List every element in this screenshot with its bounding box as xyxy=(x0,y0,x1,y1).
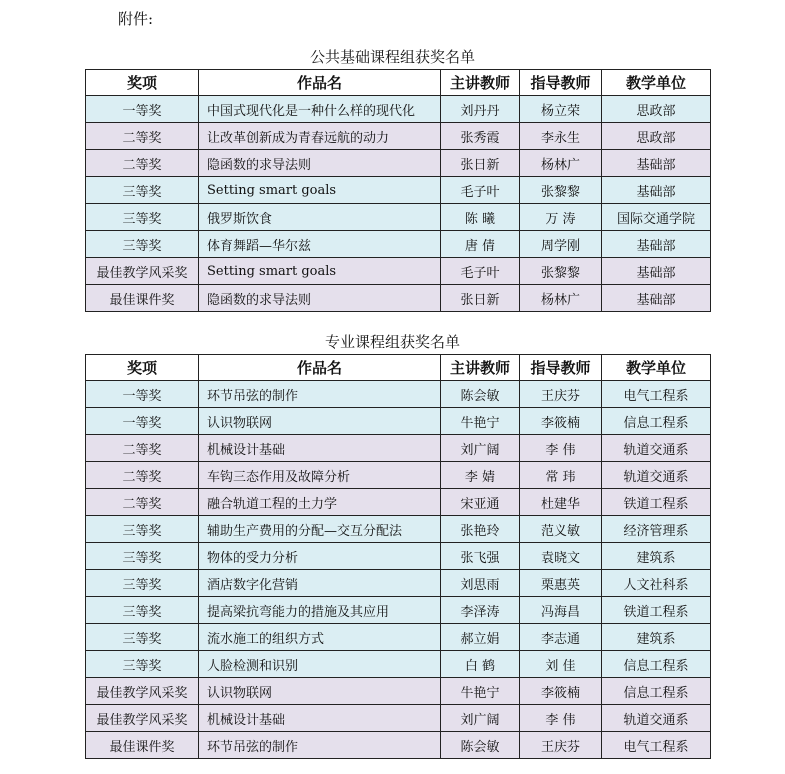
advisor-cell: 万 涛 xyxy=(520,204,602,231)
table-row xyxy=(86,408,711,435)
unit-cell: 信息工程系 xyxy=(602,408,711,435)
advisor-cell: 张黎黎 xyxy=(520,258,602,285)
table-row xyxy=(86,285,711,312)
award-cell: 二等奖 xyxy=(86,150,199,177)
award-cell: 二等奖 xyxy=(86,462,199,489)
work-cell: Setting smart goals xyxy=(199,258,441,285)
award-cell: 最佳教学风采奖 xyxy=(86,678,199,705)
unit-cell: 人文社科系 xyxy=(602,570,711,597)
advisor-cell: 王庆芬 xyxy=(520,732,602,759)
lecturer-cell: 毛子叶 xyxy=(441,177,520,204)
public-basic-awards-table xyxy=(85,69,711,312)
table-row xyxy=(86,258,711,285)
work-cell: 隐函数的求导法则 xyxy=(199,150,441,177)
work-cell: 体育舞蹈—华尔兹 xyxy=(199,231,441,258)
work-cell: 机械设计基础 xyxy=(199,705,441,732)
advisor-cell: 范义敏 xyxy=(520,516,602,543)
work-cell: 提高梁抗弯能力的措施及其应用 xyxy=(199,597,441,624)
lecturer-cell: 牛艳宁 xyxy=(441,408,520,435)
work-cell: 融合轨道工程的土力学 xyxy=(199,489,441,516)
header-award: 奖项 xyxy=(86,70,199,96)
advisor-cell: 栗惠英 xyxy=(520,570,602,597)
award-cell: 三等奖 xyxy=(86,651,199,678)
table-row xyxy=(86,435,711,462)
lecturer-cell: 刘广阔 xyxy=(441,435,520,462)
lecturer-cell: 牛艳宁 xyxy=(441,678,520,705)
lecturer-cell: 郝立娟 xyxy=(441,624,520,651)
work-cell: 认识物联网 xyxy=(199,408,441,435)
table-row xyxy=(86,462,711,489)
unit-cell: 思政部 xyxy=(602,96,711,123)
unit-cell: 基础部 xyxy=(602,150,711,177)
award-cell: 三等奖 xyxy=(86,570,199,597)
table-row xyxy=(86,204,711,231)
work-cell: 认识物联网 xyxy=(199,678,441,705)
unit-cell: 基础部 xyxy=(602,177,711,204)
unit-cell: 思政部 xyxy=(602,123,711,150)
work-cell: 环节吊弦的制作 xyxy=(199,381,441,408)
header-advisor: 指导教师 xyxy=(520,355,602,381)
lecturer-cell: 陈会敏 xyxy=(441,381,520,408)
work-cell: 流水施工的组织方式 xyxy=(199,624,441,651)
lecturer-cell: 张艳玲 xyxy=(441,516,520,543)
award-cell: 三等奖 xyxy=(86,543,199,570)
advisor-cell: 张黎黎 xyxy=(520,177,602,204)
award-cell: 最佳教学风采奖 xyxy=(86,258,199,285)
header-work: 作品名 xyxy=(199,355,441,381)
advisor-cell: 刘 佳 xyxy=(520,651,602,678)
lecturer-cell: 陈 曦 xyxy=(441,204,520,231)
award-cell: 二等奖 xyxy=(86,435,199,462)
table-row xyxy=(86,150,711,177)
lecturer-cell: 张日新 xyxy=(441,150,520,177)
lecturer-cell: 李泽涛 xyxy=(441,597,520,624)
unit-cell: 铁道工程系 xyxy=(602,489,711,516)
header-lecturer: 主讲教师 xyxy=(441,70,520,96)
table-row xyxy=(86,624,711,651)
advisor-cell: 李志通 xyxy=(520,624,602,651)
header-lecturer: 主讲教师 xyxy=(441,355,520,381)
unit-cell: 建筑系 xyxy=(602,543,711,570)
table-row xyxy=(86,705,711,732)
advisor-cell: 杨林广 xyxy=(520,150,602,177)
table1-title: 公共基础课程组获奖名单 xyxy=(309,48,475,66)
professional-awards-table xyxy=(85,354,711,759)
header-award: 奖项 xyxy=(86,355,199,381)
table-row xyxy=(86,123,711,150)
award-cell: 三等奖 xyxy=(86,204,199,231)
header-unit: 教学单位 xyxy=(602,355,711,381)
lecturer-cell: 唐 倩 xyxy=(441,231,520,258)
work-cell: 物体的受力分析 xyxy=(199,543,441,570)
table-row xyxy=(86,570,711,597)
advisor-cell: 杨林广 xyxy=(520,285,602,312)
award-cell: 一等奖 xyxy=(86,96,199,123)
table-row xyxy=(86,516,711,543)
lecturer-cell: 李 婧 xyxy=(441,462,520,489)
lecturer-cell: 刘丹丹 xyxy=(441,96,520,123)
lecturer-cell: 宋亚通 xyxy=(441,489,520,516)
work-cell: Setting smart goals xyxy=(199,177,441,204)
award-cell: 三等奖 xyxy=(86,624,199,651)
lecturer-cell: 张日新 xyxy=(441,285,520,312)
advisor-cell: 杜建华 xyxy=(520,489,602,516)
advisor-cell: 李 伟 xyxy=(520,705,602,732)
advisor-cell: 常 玮 xyxy=(520,462,602,489)
advisor-cell: 杨立荣 xyxy=(520,96,602,123)
advisor-cell: 李筱楠 xyxy=(520,678,602,705)
table-header-row xyxy=(86,355,711,381)
award-cell: 一等奖 xyxy=(86,408,199,435)
table-row xyxy=(86,231,711,258)
unit-cell: 建筑系 xyxy=(602,624,711,651)
award-cell: 二等奖 xyxy=(86,489,199,516)
attachment-label: 附件: xyxy=(118,10,154,28)
unit-cell: 经济管理系 xyxy=(602,516,711,543)
advisor-cell: 袁晓文 xyxy=(520,543,602,570)
lecturer-cell: 张飞强 xyxy=(441,543,520,570)
unit-cell: 基础部 xyxy=(602,231,711,258)
unit-cell: 铁道工程系 xyxy=(602,597,711,624)
work-cell: 隐函数的求导法则 xyxy=(199,285,441,312)
award-cell: 三等奖 xyxy=(86,516,199,543)
unit-cell: 电气工程系 xyxy=(602,732,711,759)
award-cell: 三等奖 xyxy=(86,231,199,258)
work-cell: 环节吊弦的制作 xyxy=(199,732,441,759)
header-work: 作品名 xyxy=(199,70,441,96)
unit-cell: 基础部 xyxy=(602,285,711,312)
lecturer-cell: 刘思雨 xyxy=(441,570,520,597)
award-cell: 最佳教学风采奖 xyxy=(86,705,199,732)
work-cell: 机械设计基础 xyxy=(199,435,441,462)
table-row xyxy=(86,732,711,759)
lecturer-cell: 陈会敏 xyxy=(441,732,520,759)
table-row xyxy=(86,381,711,408)
table-row xyxy=(86,543,711,570)
lecturer-cell: 刘广阔 xyxy=(441,705,520,732)
advisor-cell: 李 伟 xyxy=(520,435,602,462)
award-cell: 最佳课件奖 xyxy=(86,732,199,759)
advisor-cell: 周学刚 xyxy=(520,231,602,258)
table-row xyxy=(86,678,711,705)
table-row xyxy=(86,489,711,516)
unit-cell: 国际交通学院 xyxy=(602,204,711,231)
award-cell: 三等奖 xyxy=(86,177,199,204)
work-cell: 俄罗斯饮食 xyxy=(199,204,441,231)
award-cell: 三等奖 xyxy=(86,597,199,624)
award-cell: 最佳课件奖 xyxy=(86,285,199,312)
unit-cell: 基础部 xyxy=(602,258,711,285)
unit-cell: 轨道交通系 xyxy=(602,705,711,732)
lecturer-cell: 白 鹤 xyxy=(441,651,520,678)
advisor-cell: 李永生 xyxy=(520,123,602,150)
work-cell: 中国式现代化是一种什么样的现代化 xyxy=(199,96,441,123)
header-advisor: 指导教师 xyxy=(520,70,602,96)
unit-cell: 轨道交通系 xyxy=(602,462,711,489)
advisor-cell: 冯海昌 xyxy=(520,597,602,624)
table-header-row xyxy=(86,70,711,96)
table-row xyxy=(86,651,711,678)
advisor-cell: 王庆芬 xyxy=(520,381,602,408)
unit-cell: 轨道交通系 xyxy=(602,435,711,462)
award-cell: 一等奖 xyxy=(86,381,199,408)
table-row xyxy=(86,96,711,123)
table2-title: 专业课程组获奖名单 xyxy=(324,333,460,351)
work-cell: 酒店数字化营销 xyxy=(199,570,441,597)
table-row xyxy=(86,177,711,204)
unit-cell: 信息工程系 xyxy=(602,651,711,678)
work-cell: 辅助生产费用的分配—交互分配法 xyxy=(199,516,441,543)
award-cell: 二等奖 xyxy=(86,123,199,150)
unit-cell: 电气工程系 xyxy=(602,381,711,408)
advisor-cell: 李筱楠 xyxy=(520,408,602,435)
header-unit: 教学单位 xyxy=(602,70,711,96)
work-cell: 人脸检测和识别 xyxy=(199,651,441,678)
unit-cell: 信息工程系 xyxy=(602,678,711,705)
lecturer-cell: 张秀霞 xyxy=(441,123,520,150)
work-cell: 让改革创新成为青春远航的动力 xyxy=(199,123,441,150)
table-row xyxy=(86,597,711,624)
lecturer-cell: 毛子叶 xyxy=(441,258,520,285)
work-cell: 车钩三态作用及故障分析 xyxy=(199,462,441,489)
